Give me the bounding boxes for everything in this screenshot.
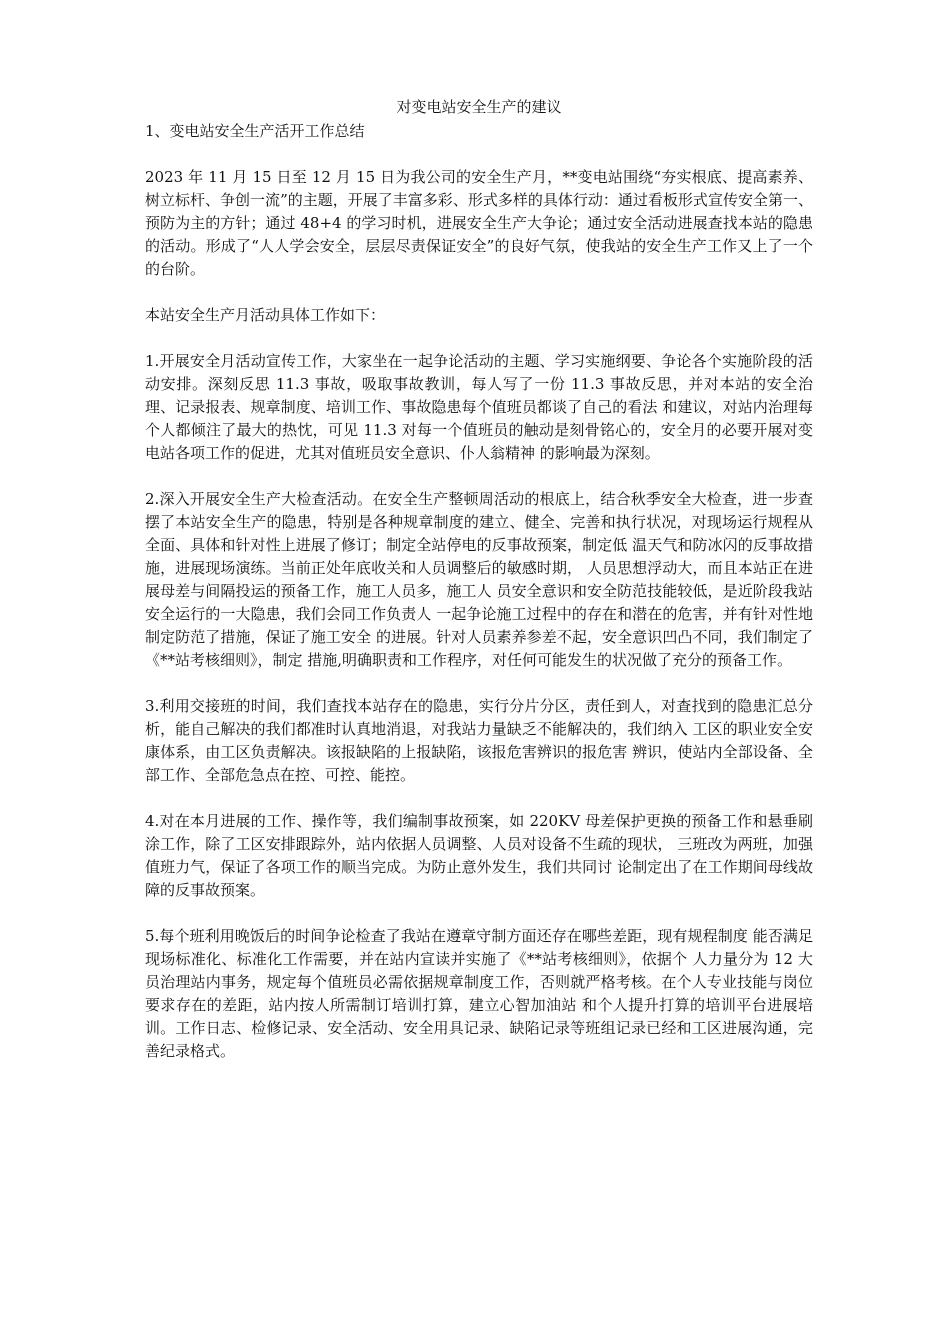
document-page xyxy=(145,96,813,1086)
paragraph-item-1: 1.开展安全月活动宣传工作，大家坐在一起争论活动的主题、学习实施纲要、争论各个实施阶段的活动安排。深刻反思 11.3 事故，吸取事故教训，每人写了一份 11.3 事故反思，并对本站的安全治理、记录报表、规章制度、培训工作、事故隐患每个值班员都谈了自己的看法 和建议，对站内治理每个人都倾注了最大的热忱，可见 11.3 对每一个值班员的触动是刻骨铭心的，安全月的必要开展对变电站各项工作的促进，尤其对值班员安全意识、仆人翁精神 的影响最为深刻。 xyxy=(145,352,813,462)
paragraph-item-3: 3.利用交接班的时间，我们查找本站存在的隐患，实行分片分区，责任到人，对查找到的隐患汇总分析，能自己解决的我们都准时认真地消退，对我站力量缺乏不能解决的，我们纳入 工区的职业安全安康体系，由工区负责解决。该报缺陷的上报缺陷，该报危害辨识的报危害 辨识，使站内全部设备、全部工作、全部危急点在控、可控、能控。 xyxy=(145,697,813,784)
paragraph-item-2: 2.深入开展安全生产大检查活动。在安全生产整顿周活动的根底上，结合秋季安全大检查，进一步查摆了本站安全生产的隐患，特别是各种规章制度的建立、健全、完善和执行状况，对现场运行规程从全面、具体和针对性上进展了修订；制定全站停电的反事故预案，制定低 温天气和防冰闪的反事故措施，进展现场演练。当前正处年底收关和人员调整后的敏感时期， 人员思想浮动大，而且本站正在进展母差与间隔投运的预备工作，施工人员多，施工人 员安全意识和安全防范技能较低，是近阶段我站安全运行的一大隐患，我们会同工作负责人 一起争论施工过程中的存在和潜在的危害，并有针对性地制定防范了措施，保证了施工安全 的进展。针对人员素养参差不起，安全意识凹凸不同，我们制定了《**站考核细则》，制定 措施,明确职责和工作程序，对任何可能发生的状况做了充分的预备工作。 xyxy=(145,490,813,669)
paragraph-summary: 2023 年 11 月 15 日至 12 月 15 日为我公司的安全生产月，**变电站围绕“夯实根底、提高素养、树立标杆、争创一流”的主题，开展了丰富多彩、形式多样的具体行动：通过看板形式宣传安全第一、预防为主的方针；通过 48+4 的学习时机，进展安全生产大争论；通过安全活动进展查找本站的隐患的活动。形成了“人人学会安全，层层尽责保证安全”的良好气氛，使我站的安全生产工作又上了一个的台阶。 xyxy=(145,168,813,278)
section-heading: 1、变电站安全生产活开工作总结 xyxy=(145,122,365,140)
paragraph-item-4: 4.对在本月进展的工作、操作等，我们编制事故预案，如 220KV 母差保护更换的预备工作和悬垂刷涂工作，除了工区安排跟踪外，站内依据人员调整、人员对设备不生疏的现状， 三班改为两班，加强值班力气，保证了各项工作的顺当完成。为防止意外发生，我们共同讨 论制定出了在工作期间母线故障的反事故预案。 xyxy=(145,812,813,899)
paragraph-intro: 本站安全生产月活动具体工作如下： xyxy=(145,306,386,324)
document-title: 对变电站安全生产的建议 xyxy=(396,98,562,116)
paragraph-item-5: 5.每个班利用晚饭后的时间争论检查了我站在遵章守制方面还存在哪些差距，现有规程制度 能否满足现场标准化、标准化工作需要，并在站内宣读并实施了《**站考核细则》，依据个 人力量分为 12 大员治理站内事务，规定每个值班员必需依据规章制度工作，否则就严格考核。在个人专业技能与岗位要求存在的差距，站内按人所需制订培训打算，建立心智加油站 和个人提升打算的培训平台进展培训。工作日志、检修记录、安全活动、安全用具记录、缺陷记录等班组记录已经和工区进展沟通，完善纪录格式。 xyxy=(145,927,813,1060)
